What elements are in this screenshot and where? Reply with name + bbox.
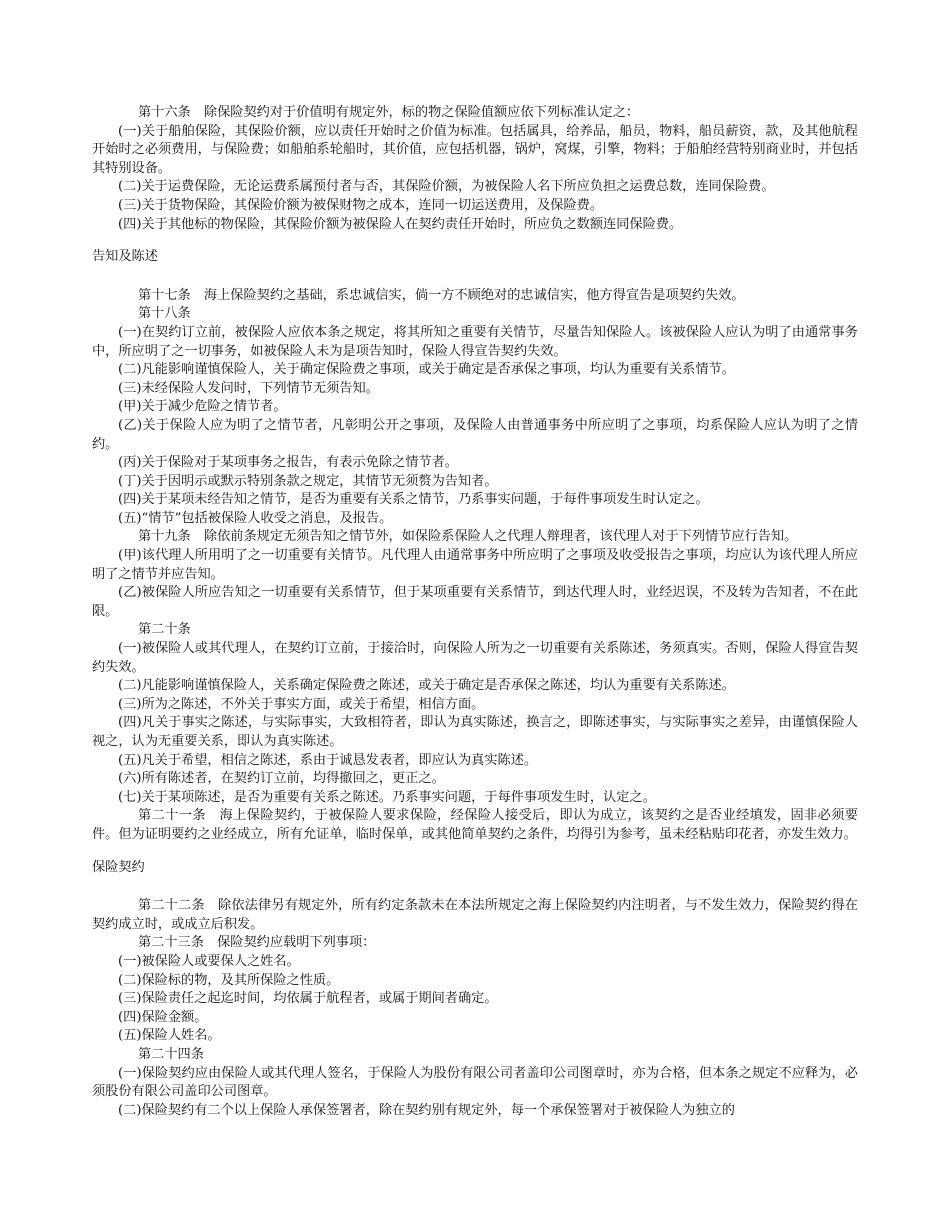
article-paragraph: 第十八条 <box>138 306 191 322</box>
clause-paragraph: (一)关于船舶保险，其保险价额，应以责任开始时之价值为标准。包括属具，给养品，船员，物料，船员薪资，款，及其他航程开始时之必须费用，与保险费；如船舶系轮船时，其价值，应包括机器，锅炉，窝煤，引擎，物料；于船舶经营特别商业时，并包括其特别设备。 <box>92 123 858 176</box>
clause-paragraph: (六)所有陈述者，在契约订立前，均得撤回之，更正之。 <box>118 771 445 787</box>
clause-paragraph: (丁)关于因明示或默示特别条款之规定，其情节无须赘为告知者。 <box>118 473 498 489</box>
clause-paragraph: (四)关于某项未经告知之情节，是否为重要有关系之情节，乃系事实问题，于每件事项发生时认定之。 <box>118 492 709 508</box>
clause-paragraph: (五)凡关于希望，相信之陈述，系由于诚恳发表者，即应认为真实陈述。 <box>118 752 538 768</box>
clause-paragraph: (五)保险人姓名。 <box>118 1028 221 1044</box>
clause-paragraph: (二)保险标的物，及其所保险之性质。 <box>118 972 340 988</box>
clause-paragraph: (乙)被保险人所应告知之一切重要有关系情节，但于某项重要有关系情节，到达代理人时，业经迟误，不及转为告知者，不在此限。 <box>92 585 858 619</box>
clause-paragraph: (四)保险金额。 <box>118 1009 208 1025</box>
section-heading: 保险契约 <box>92 859 145 875</box>
clause-paragraph: (二)关于运费保险，无论运费系属预付者与否，其保险价额，为被保险人名下所应负担之运费总数，连同保险费。 <box>118 179 775 195</box>
clause-paragraph: (三)保险责任之起迄时间，均依属于航程者，或属于期间者确定。 <box>118 991 498 1007</box>
article-paragraph: 第二十三条 保险契约应载明下列事项： <box>138 935 376 951</box>
clause-paragraph: (甲)该代理人所用明了之一切重要有关情节。凡代理人由通常事务中所应明了之事项及收受报告之事项，均应认为该代理人所应明了之情节并应告知。 <box>92 548 858 582</box>
article-paragraph: 第二十四条 <box>138 1046 204 1062</box>
article-paragraph: 第二十一条 海上保险契约，于被保险人要求保险，经保险人接受后，即认为成立，该契约之是否业经填发，固非必须要件。但为证明要约之业经成立，所有允证单，临时保单，或其他简单契约之条件，均得引为参考，虽未经粘贴印花者，亦发生效力。 <box>92 808 858 842</box>
section <box>92 234 858 844</box>
clause-paragraph: (四)关于其他标的物保险，其保险价额为被保险人在契约责任开始时，所应负之数额连同保险费。 <box>118 216 683 232</box>
clause-paragraph: (三)所为之陈述，不外关于事实方面，或关于希望，相信方面。 <box>118 696 485 712</box>
section-heading: 告知及陈述 <box>92 249 158 265</box>
clause-paragraph: (三)关于货物保险，其保险价额为被保财物之成本，连同一切运送费用，及保险费。 <box>118 197 604 213</box>
document-body <box>92 104 858 1120</box>
clause-paragraph: (丙)关于保险对于某项事务之报告，有表示免除之情节者。 <box>118 455 458 471</box>
clause-paragraph: (乙)关于保险人应为明了之情节者，凡彰明公开之事项，及保险人由普通事务中所应明了之事项，均系保险人应认为明了之情约。 <box>92 417 858 452</box>
clause-paragraph: (甲)关于减少危险之情节者。 <box>118 399 287 415</box>
clause-paragraph: (一)被保险人或其代理人，在契约订立前，于接洽时，向保险人所为之一切重要有关系陈述，务须真实。否则，保险人得宣告契约失效。 <box>92 641 858 675</box>
clause-paragraph: (二)凡能影响谨慎保险人，关系确定保险费之陈述，或关于确定是否承保之陈述，均认为重要有关系陈述。 <box>118 678 735 694</box>
clause-paragraph: (二)保险契约有二个以上保险人承保签署者，除在契约别有规定外，每一个承保签署对于被保险人为独立的 <box>118 1102 735 1118</box>
article-paragraph: 第十九条 除依前条规定无须告知之情节外，如保险系保险人之代理人辩理者，该代理人对于下列情节应行告知。 <box>138 529 798 545</box>
clause-paragraph: (五)“情节”包括被保险人收受之消息，及报告。 <box>118 510 393 526</box>
clause-paragraph: (三)未经保险人发问时，下列情节无须告知。 <box>118 380 379 396</box>
section <box>92 104 858 234</box>
clause-paragraph: (七)关于某项陈述，是否为重要有关系之陈述。乃系事实问题，于每件事项发生时，认定之。 <box>118 789 656 805</box>
clause-paragraph: (二)凡能影响谨慎保险人，关于确定保险费之事项，或关于确定是否承保之事项，均认为重要有关系情节。 <box>118 362 735 378</box>
article-paragraph: 第二十条 <box>138 622 191 638</box>
section <box>92 845 858 1121</box>
clause-paragraph: (一)在契约订立前，被保险人应依本条之规定，将其所知之重要有关情节，尽量告知保险人。该被保险人应认为明了由通常事务中，所应明了之一切事务，如被保险人未为是项告知时，保险人得宣告契约失效。 <box>92 324 858 359</box>
article-paragraph: 第十六条 除保险契约对于价值明有规定外，标的物之保险值额应依下列标准认定之： <box>138 105 640 120</box>
clause-paragraph: (一)被保险人或要保人之姓名。 <box>118 953 300 969</box>
clause-paragraph: (一)保险契约应由保险人或其代理人签名，于保险人为股份有限公司者盖印公司图章时，亦为合格，但本条之规定不应释为，必须股份有限公司盖印公司图章。 <box>92 1065 858 1100</box>
article-paragraph: 第二十二条 除依法律另有规定外，所有约定条款未在本法所规定之海上保险契约内注明者，与不发生效力，保险契约得在契约成立时，或成立后积发。 <box>92 898 858 932</box>
clause-paragraph: (四)凡关于事实之陈述，与实际事实，大致相符者，即认为真实陈述，换言之，即陈述事实，与实际事实之差异，由谨慎保险人视之，认为无重要关系，即认为真实陈述。 <box>92 715 858 749</box>
article-paragraph: 第十七条 海上保险契约之基础，系忠诚信实，倘一方不顾绝对的忠诚信实，他方得宣告是项契约失效。 <box>138 287 745 303</box>
